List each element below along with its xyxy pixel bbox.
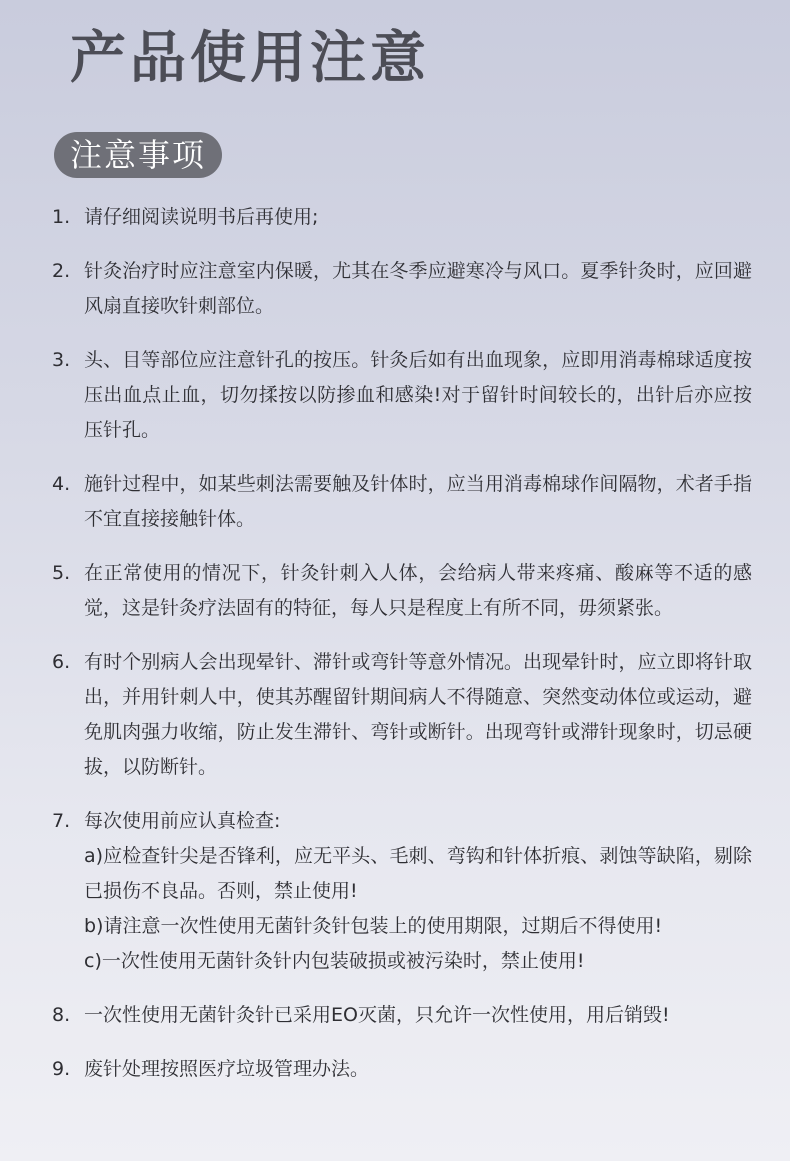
item-number: 5. xyxy=(52,562,71,584)
notice-list xyxy=(52,200,752,1106)
item-text: 施针过程中，如某些刺法需要触及针体时，应当用消毒棉球作间隔物，术者手指不宜直接接触针体。 xyxy=(84,473,752,530)
item-number: 8. xyxy=(52,1004,71,1026)
item-number: 3. xyxy=(52,349,71,371)
list-item xyxy=(52,467,752,537)
list-item xyxy=(52,200,752,235)
list-item xyxy=(52,343,752,448)
list-item xyxy=(52,998,752,1033)
sub-item-b: b)请注意一次性使用无菌针灸针包装上的使用期限，过期后不得使用! xyxy=(84,915,663,937)
item-text: 有时个别病人会出现晕针、滞针或弯针等意外情况。出现晕针时，应立即将针取出，并用针刺人中，使其苏醒留针期间病人不得随意、突然变动体位或运动，避免肌肉强力收缩，防止发生滞针、弯针或断针。出现弯针或滞针现象时，切忌硬拔，以防断针。 xyxy=(84,651,752,778)
item-text: 废针处理按照医疗垃圾管理办法。 xyxy=(84,1058,370,1080)
sub-item-c: c)一次性使用无菌针灸针内包装破损或被污染时，禁止使用! xyxy=(84,950,585,972)
item-text: 请仔细阅读说明书后再使用; xyxy=(84,206,319,228)
item-number: 1. xyxy=(52,206,71,228)
item-number: 4. xyxy=(52,473,71,495)
sub-item-a: a)应检查针尖是否锋利，应无平头、毛刺、弯钩和针体折痕、剥蚀等缺陷，剔除已损伤不良品。否则，禁止使用! xyxy=(84,845,752,902)
page-title: 产品使用注意 xyxy=(70,25,430,91)
list-item xyxy=(52,556,752,626)
item-text: 一次性使用无菌针灸针已采用EO灭菌，只允许一次性使用，用后销毁! xyxy=(84,1004,670,1026)
list-item xyxy=(52,254,752,324)
list-item xyxy=(52,804,752,979)
section-badge: 注意事项 xyxy=(54,132,222,178)
item-number: 9. xyxy=(52,1058,71,1080)
list-item xyxy=(52,645,752,785)
item-text: 每次使用前应认真检查: xyxy=(84,810,281,832)
item-text: 头、目等部位应注意针孔的按压。针灸后如有出血现象，应即用消毒棉球适度按压出血点止血，切勿揉按以防掺血和感染!对于留针时间较长的，出针后亦应按压针孔。 xyxy=(84,349,752,441)
item-number: 7. xyxy=(52,810,71,832)
item-text: 在正常使用的情况下，针灸针刺入人体，会给病人带来疼痛、酸麻等不适的感觉，这是针灸疗法固有的特征，每人只是程度上有所不同，毋须紧张。 xyxy=(84,562,752,619)
list-item xyxy=(52,1052,752,1087)
item-text: 针灸治疗时应注意室内保暖，尤其在冬季应避寒冷与风口。夏季针灸时，应回避风扇直接吹针刺部位。 xyxy=(84,260,752,317)
item-number: 2. xyxy=(52,260,71,282)
item-number: 6. xyxy=(52,651,71,673)
